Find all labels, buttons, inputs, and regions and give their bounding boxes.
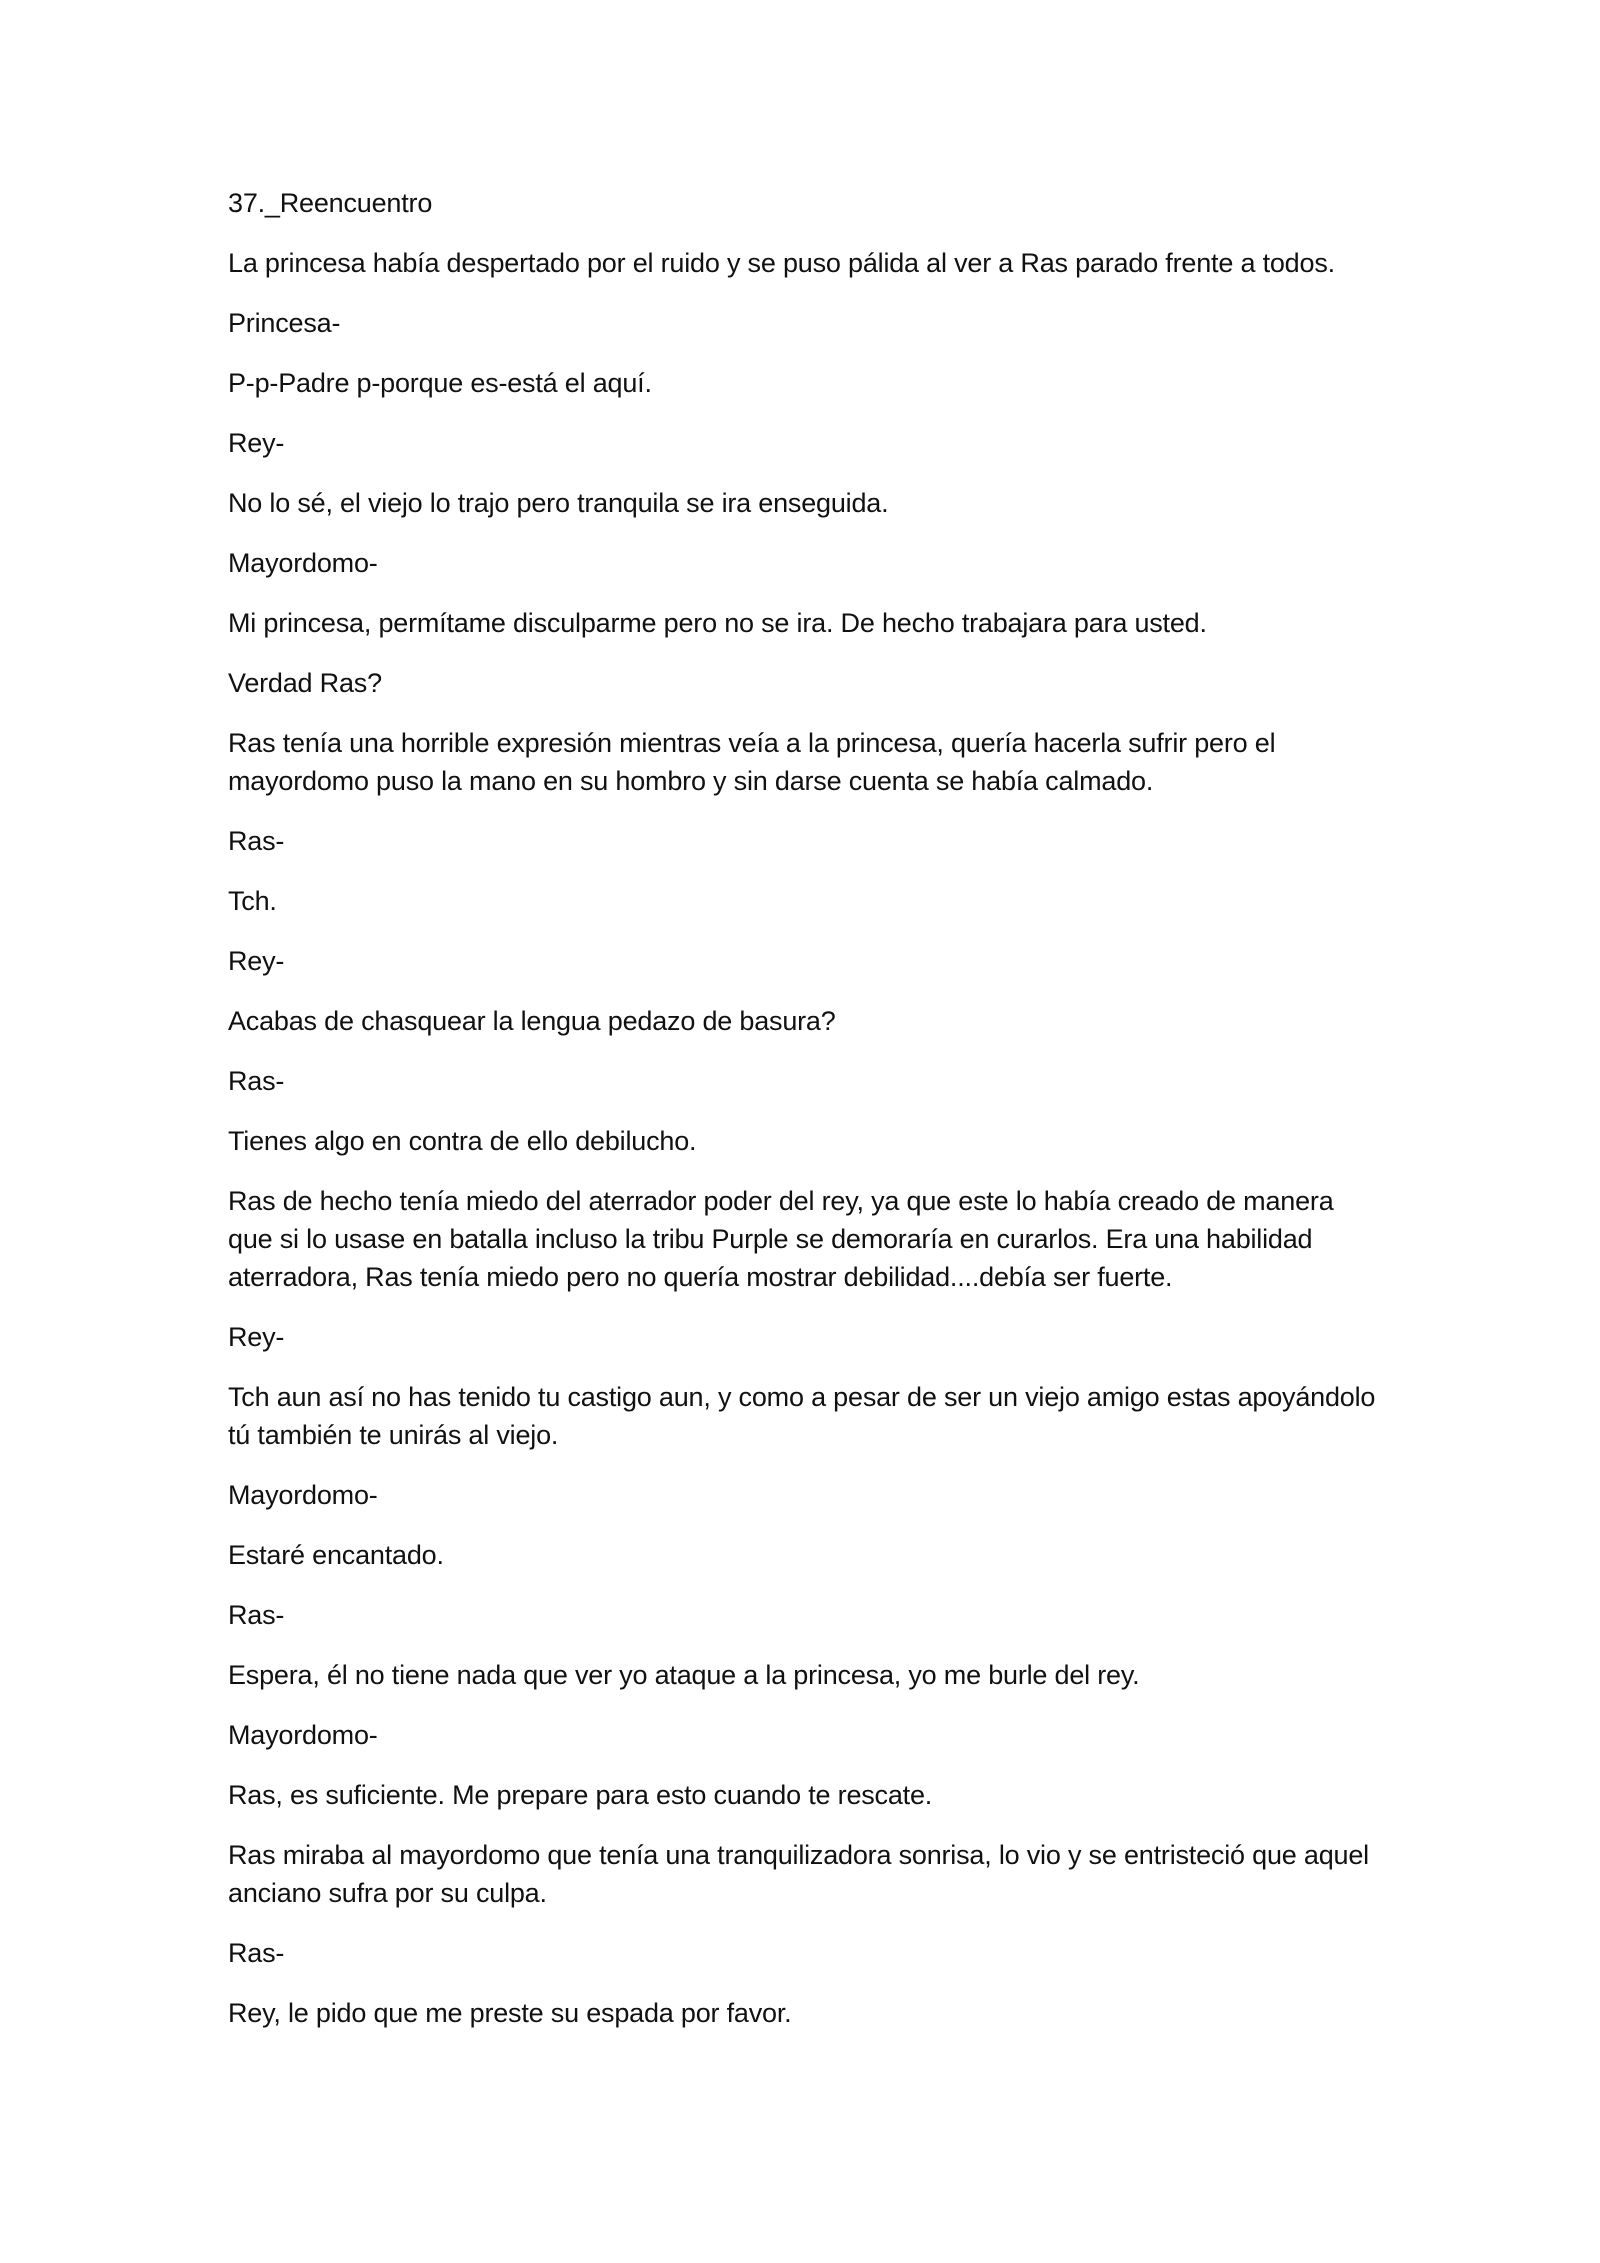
dialogue-line: P-p-Padre p-porque es-está el aquí. [228,368,652,398]
speaker-label: Mayordomo- [228,1480,378,1510]
dialogue-line: Rey, le pido que me preste su espada por favor. [228,1998,792,2028]
speaker-label: Ras- [228,1600,285,1630]
dialogue-line: Tch aun así no has tenido tu castigo aun, y como a pesar de ser un viejo amigo estas apoyándolo tú también te unirás al viejo. [228,1382,1376,1450]
dialogue-line: Tienes algo en contra de ello debilucho. [228,1126,697,1156]
dialogue-line: Ras, es suficiente. Me prepare para esto cuando te rescate. [228,1780,933,1810]
dialogue-line: Tch. [228,886,277,916]
chapter-title: 37._Reencuentro [228,188,433,218]
speaker-label: Rey- [228,428,285,458]
speaker-label: Rey- [228,1322,285,1352]
paragraph: Ras de hecho tenía miedo del aterrador poder del rey, ya que este lo había creado de manera que si lo usase en batalla incluso la tribu Purple se demoraría en curarlos. Era una habilidad aterradora, Ras tenía miedo pero no quería mostrar debilidad....debía ser fuerte. [228,1186,1334,1292]
dialogue-line: Verdad Ras? [228,668,382,698]
dialogue-line: No lo sé, el viejo lo trajo pero tranquila se ira enseguida. [228,488,889,518]
speaker-label: Ras- [228,1938,285,1968]
dialogue-line: Acabas de chasquear la lengua pedazo de basura? [228,1006,836,1036]
document-body [228,184,1378,2054]
paragraph: Ras tenía una horrible expresión mientras veía a la princesa, quería hacerla sufrir pero el mayordomo puso la mano en su hombro y sin darse cuenta se había calmado. [228,728,1276,796]
speaker-label: Princesa- [228,308,341,338]
dialogue-line: Estaré encantado. [228,1540,444,1570]
dialogue-line: Mi princesa, permítame disculparme pero no se ira. De hecho trabajara para usted. [228,608,1207,638]
speaker-label: Mayordomo- [228,1720,378,1750]
dialogue-line: Espera, él no tiene nada que ver yo ataque a la princesa, yo me burle del rey. [228,1660,1140,1690]
speaker-label: Ras- [228,1066,285,1096]
speaker-label: Rey- [228,946,285,976]
speaker-label: Ras- [228,826,285,856]
paragraph: Ras miraba al mayordomo que tenía una tranquilizadora sonrisa, lo vio y se entristeció que aquel anciano sufra por su culpa. [228,1840,1369,1908]
speaker-label: Mayordomo- [228,548,378,578]
paragraph: La princesa había despertado por el ruido y se puso pálida al ver a Ras parado frente a todos. [228,248,1335,278]
